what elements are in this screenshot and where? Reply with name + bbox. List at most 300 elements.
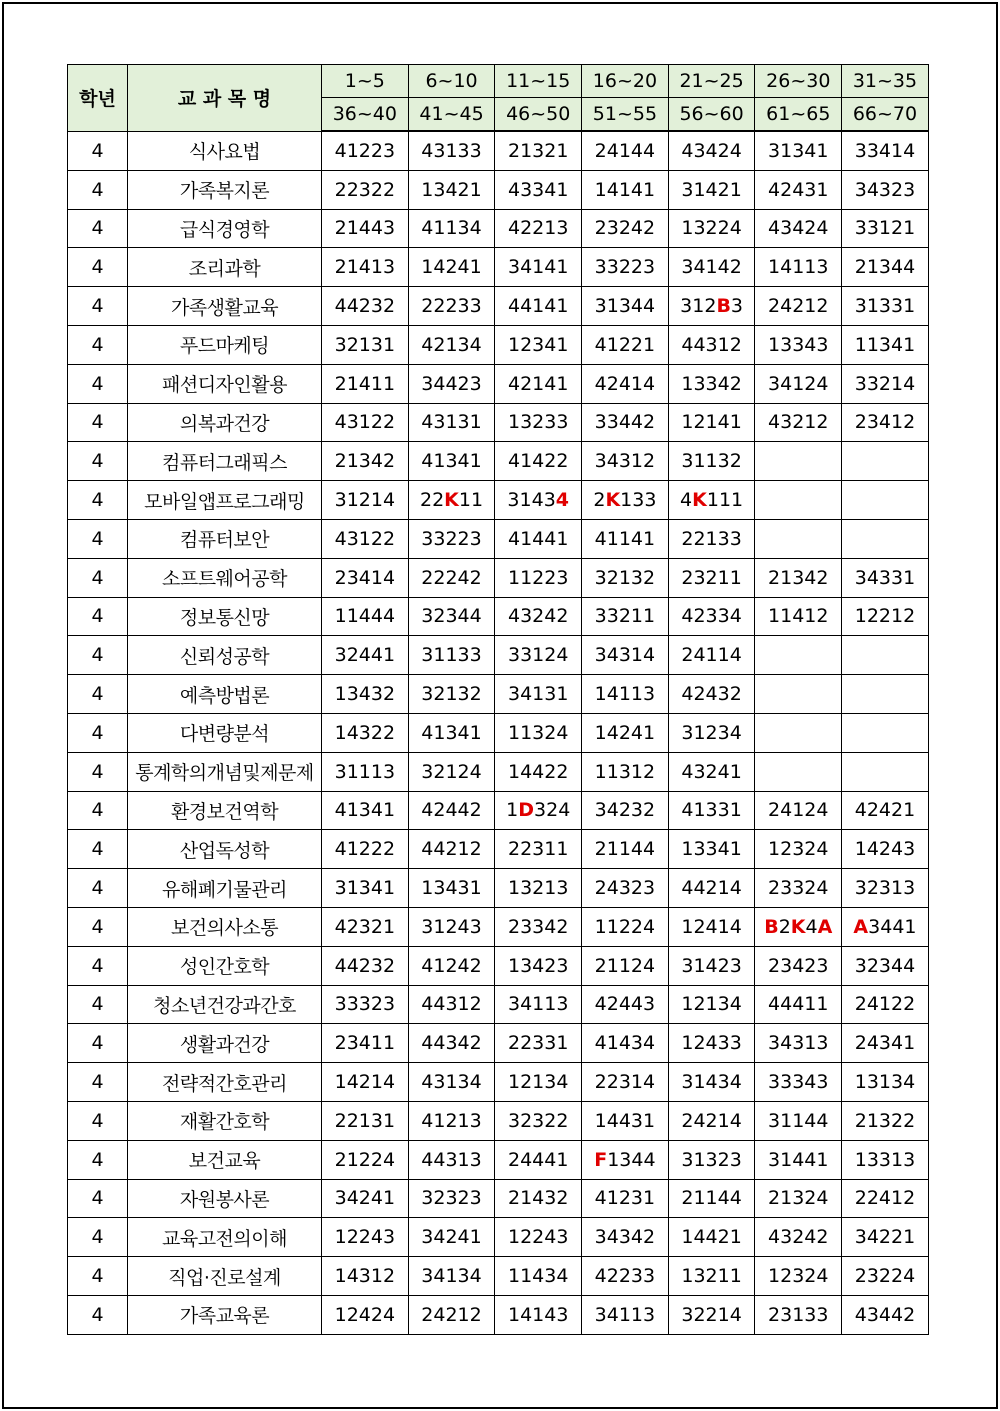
answer-cell: 21144 (668, 1179, 755, 1218)
table-row (68, 442, 929, 481)
table-row (68, 1101, 929, 1140)
answer-cell: 14431 (582, 1101, 669, 1140)
answer-cell: 31323 (668, 1140, 755, 1179)
answer-cell: 21342 (755, 558, 842, 597)
answer-cell: 34241 (408, 1218, 495, 1257)
answer-cell: 42321 (322, 907, 409, 946)
answer-cell: 43134 (408, 1063, 495, 1102)
answer-cell: 21344 (842, 248, 929, 287)
table-row (68, 985, 929, 1024)
answer-cell: 31434 (495, 481, 582, 520)
answer-cell: 42334 (668, 597, 755, 636)
answer-cell: 42141 (495, 364, 582, 403)
table-row (68, 287, 929, 326)
answer-cell: 41441 (495, 519, 582, 558)
table-row (68, 131, 929, 170)
answer-cell: 21124 (582, 946, 669, 985)
subject-cell: 보건교육 (128, 1140, 322, 1179)
answer-cell: 11434 (495, 1257, 582, 1296)
answer-cell: 31434 (668, 1063, 755, 1102)
answer-cell: 21324 (755, 1179, 842, 1218)
answer-cell: 32344 (842, 946, 929, 985)
grade-cell: 4 (68, 713, 128, 752)
answer-cell: 12243 (495, 1218, 582, 1257)
answer-cell: 14214 (322, 1063, 409, 1102)
answer-cell: 23324 (755, 869, 842, 908)
subject-cell: 통계학의개념및제문제 (128, 752, 322, 791)
answer-cell: 22K11 (408, 481, 495, 520)
answer-cell: 42432 (668, 675, 755, 714)
answer-cell: 44214 (668, 869, 755, 908)
grade-cell: 4 (68, 1295, 128, 1334)
answer-cell: 13224 (668, 209, 755, 248)
answer-cell: 13213 (495, 869, 582, 908)
answer-cell: 44342 (408, 1024, 495, 1063)
grade-cell: 4 (68, 403, 128, 442)
answer-cell: 31341 (755, 131, 842, 170)
answer-cell: 34131 (495, 675, 582, 714)
grade-cell: 4 (68, 946, 128, 985)
answer-cell: F1344 (582, 1140, 669, 1179)
answer-cell: 41331 (668, 791, 755, 830)
answer-cell: 14141 (582, 170, 669, 209)
answer-cell: 32214 (668, 1295, 755, 1334)
answer-cell (842, 519, 929, 558)
answer-cell: 42443 (582, 985, 669, 1024)
answer-cell: 14312 (322, 1257, 409, 1296)
answer-cell: 14113 (755, 248, 842, 287)
answer-cell: 31441 (755, 1140, 842, 1179)
grade-cell: 4 (68, 907, 128, 946)
answer-cell (842, 675, 929, 714)
answer-cell: 11324 (495, 713, 582, 752)
grade-cell: 4 (68, 364, 128, 403)
answer-cell: 22314 (582, 1063, 669, 1102)
answer-cell: 22133 (668, 519, 755, 558)
range-header: 26~30 (755, 65, 842, 98)
answer-cell: 12433 (668, 1024, 755, 1063)
range-header: 6~10 (408, 65, 495, 98)
answer-cell: 43212 (755, 403, 842, 442)
answer-cell: 14241 (582, 713, 669, 752)
grade-cell: 4 (68, 287, 128, 326)
answer-cell: 22131 (322, 1101, 409, 1140)
answer-cell: 12424 (322, 1295, 409, 1334)
answer-cell: 21342 (322, 442, 409, 481)
table-body (68, 131, 929, 1334)
answer-cell (755, 519, 842, 558)
answer-cell: 21144 (582, 830, 669, 869)
answer-key-table (67, 64, 929, 1335)
range-header: 1~5 (322, 65, 409, 98)
table-row (68, 1179, 929, 1218)
answer-cell: 31132 (668, 442, 755, 481)
table-row (68, 869, 929, 908)
answer-cell: 44313 (408, 1140, 495, 1179)
subject-cell: 신뢰성공학 (128, 636, 322, 675)
answer-cell: 12324 (755, 830, 842, 869)
answer-cell: 33223 (408, 519, 495, 558)
grade-cell: 4 (68, 869, 128, 908)
answer-cell: 43424 (668, 131, 755, 170)
subject-cell: 컴퓨터그래픽스 (128, 442, 322, 481)
answer-cell: 43122 (322, 519, 409, 558)
answer-cell: 12243 (322, 1218, 409, 1257)
grade-cell: 4 (68, 442, 128, 481)
answer-cell: 24323 (582, 869, 669, 908)
grade-cell: 4 (68, 1063, 128, 1102)
table-row (68, 364, 929, 403)
answer-cell: 43424 (755, 209, 842, 248)
answer-cell: 34423 (408, 364, 495, 403)
answer-cell: B2K4A (755, 907, 842, 946)
table-row (68, 1257, 929, 1296)
grade-cell: 4 (68, 985, 128, 1024)
answer-cell: 42414 (582, 364, 669, 403)
answer-cell: 32344 (408, 597, 495, 636)
subject-cell: 재활간호학 (128, 1101, 322, 1140)
table-row (68, 752, 929, 791)
answer-cell: 42431 (755, 170, 842, 209)
answer-cell: 24114 (668, 636, 755, 675)
table-row (68, 209, 929, 248)
answer-cell: 24214 (668, 1101, 755, 1140)
answer-cell: 31144 (755, 1101, 842, 1140)
answer-cell: 42421 (842, 791, 929, 830)
answer-cell: 34313 (755, 1024, 842, 1063)
subject-cell: 식사요법 (128, 131, 322, 170)
answer-cell: 32441 (322, 636, 409, 675)
answer-cell: 11224 (582, 907, 669, 946)
subject-cell: 조리과학 (128, 248, 322, 287)
subject-cell: 다변량분석 (128, 713, 322, 752)
answer-cell: 23211 (668, 558, 755, 597)
grade-cell: 4 (68, 675, 128, 714)
grade-cell: 4 (68, 1140, 128, 1179)
answer-cell: 21321 (495, 131, 582, 170)
subject-cell: 전략적간호관리 (128, 1063, 322, 1102)
grade-cell: 4 (68, 597, 128, 636)
answer-cell: 32313 (842, 869, 929, 908)
answer-cell: 22412 (842, 1179, 929, 1218)
answer-cell: 33323 (322, 985, 409, 1024)
table-row (68, 403, 929, 442)
table-row (68, 830, 929, 869)
answer-cell: 31423 (668, 946, 755, 985)
subject-cell: 예측방법론 (128, 675, 322, 714)
answer-cell: 34232 (582, 791, 669, 830)
subject-cell: 정보통신망 (128, 597, 322, 636)
subject-cell: 컴퓨터보안 (128, 519, 322, 558)
answer-cell: 14113 (582, 675, 669, 714)
answer-cell: 23412 (842, 403, 929, 442)
answer-cell: 43242 (755, 1218, 842, 1257)
grade-cell: 4 (68, 325, 128, 364)
table-row (68, 558, 929, 597)
table-row (68, 481, 929, 520)
answer-cell: 32124 (408, 752, 495, 791)
answer-cell: 13342 (668, 364, 755, 403)
answer-cell: 34113 (495, 985, 582, 1024)
answer-cell: 21322 (842, 1101, 929, 1140)
answer-cell: 41223 (322, 131, 409, 170)
table-row (68, 519, 929, 558)
answer-cell: 43122 (322, 403, 409, 442)
answer-cell (755, 481, 842, 520)
answer-cell: 24212 (408, 1295, 495, 1334)
subject-cell: 의복과건강 (128, 403, 322, 442)
grade-cell: 4 (68, 131, 128, 170)
grade-cell: 4 (68, 558, 128, 597)
answer-cell: 31234 (668, 713, 755, 752)
range-header: 16~20 (582, 65, 669, 98)
grade-cell: 4 (68, 791, 128, 830)
grade-cell: 4 (68, 636, 128, 675)
table-row (68, 325, 929, 364)
answer-cell: 33211 (582, 597, 669, 636)
answer-cell (842, 481, 929, 520)
table-row (68, 946, 929, 985)
answer-cell: 34124 (755, 364, 842, 403)
subject-cell: 소프트웨어공학 (128, 558, 322, 597)
answer-cell: 34331 (842, 558, 929, 597)
answer-cell: 32131 (322, 325, 409, 364)
subject-cell: 환경보건역학 (128, 791, 322, 830)
answer-cell: 33124 (495, 636, 582, 675)
range-header: 36~40 (322, 98, 409, 132)
answer-cell: 12324 (755, 1257, 842, 1296)
answer-cell: 33214 (842, 364, 929, 403)
answer-cell: 24212 (755, 287, 842, 326)
answer-cell: 12414 (668, 907, 755, 946)
answer-cell (755, 752, 842, 791)
answer-cell: 43442 (842, 1295, 929, 1334)
answer-cell: 34134 (408, 1257, 495, 1296)
range-header: 41~45 (408, 98, 495, 132)
subject-cell: 직업·진로설계 (128, 1257, 322, 1296)
answer-cell: 14143 (495, 1295, 582, 1334)
answer-cell: 32132 (408, 675, 495, 714)
grade-cell: 4 (68, 752, 128, 791)
answer-cell: 31113 (322, 752, 409, 791)
subject-cell: 보건의사소통 (128, 907, 322, 946)
answer-cell: 33442 (582, 403, 669, 442)
answer-cell: 14243 (842, 830, 929, 869)
answer-cell: 12134 (495, 1063, 582, 1102)
range-header: 46~50 (495, 98, 582, 132)
answer-cell: 22322 (322, 170, 409, 209)
answer-cell: 11312 (582, 752, 669, 791)
subject-cell: 푸드마케팅 (128, 325, 322, 364)
table-header (68, 65, 929, 132)
answer-cell: 22311 (495, 830, 582, 869)
answer-cell: 34312 (582, 442, 669, 481)
table-row (68, 791, 929, 830)
grade-cell: 4 (68, 1257, 128, 1296)
answer-cell: 23242 (582, 209, 669, 248)
table-row (68, 597, 929, 636)
table-row (68, 1063, 929, 1102)
answer-cell: 43242 (495, 597, 582, 636)
answer-cell: 43341 (495, 170, 582, 209)
subject-cell: 산업독성학 (128, 830, 322, 869)
range-header: 51~55 (582, 98, 669, 132)
answer-cell: 33343 (755, 1063, 842, 1102)
answer-cell: 12141 (668, 403, 755, 442)
range-header: 61~65 (755, 98, 842, 132)
answer-cell: 23411 (322, 1024, 409, 1063)
answer-cell: 24441 (495, 1140, 582, 1179)
answer-cell: 41231 (582, 1179, 669, 1218)
subject-cell: 모바일앱프로그래밍 (128, 481, 322, 520)
answer-cell: 34323 (842, 170, 929, 209)
subject-cell: 성인간호학 (128, 946, 322, 985)
grade-header: 학년 (68, 65, 128, 132)
table-row (68, 1140, 929, 1179)
answer-cell (755, 442, 842, 481)
subject-cell: 생활과건강 (128, 1024, 322, 1063)
answer-cell: 41222 (322, 830, 409, 869)
answer-cell: 24341 (842, 1024, 929, 1063)
answer-cell: 21224 (322, 1140, 409, 1179)
answer-cell: 23414 (322, 558, 409, 597)
subject-header: 교 과 목 명 (128, 65, 322, 132)
answer-cell: 44411 (755, 985, 842, 1024)
answer-cell: 43241 (668, 752, 755, 791)
answer-cell: 34241 (322, 1179, 409, 1218)
answer-cell: 41134 (408, 209, 495, 248)
answer-cell: 23423 (755, 946, 842, 985)
grade-cell: 4 (68, 519, 128, 558)
answer-cell: 24144 (582, 131, 669, 170)
answer-cell: 41434 (582, 1024, 669, 1063)
answer-cell: 21443 (322, 209, 409, 248)
table-row (68, 248, 929, 287)
subject-cell: 유해폐기물관리 (128, 869, 322, 908)
answer-cell: 11341 (842, 325, 929, 364)
range-header: 56~60 (668, 98, 755, 132)
answer-cell: 34342 (582, 1218, 669, 1257)
answer-cell: 23133 (755, 1295, 842, 1334)
answer-cell: 41213 (408, 1101, 495, 1140)
answer-cell: 24124 (755, 791, 842, 830)
answer-cell (842, 752, 929, 791)
subject-cell: 패션디자인활용 (128, 364, 322, 403)
answer-cell: 34221 (842, 1218, 929, 1257)
grade-cell: 4 (68, 170, 128, 209)
answer-cell: 42213 (495, 209, 582, 248)
answer-cell: 31243 (408, 907, 495, 946)
answer-cell: 24122 (842, 985, 929, 1024)
answer-cell: 34142 (668, 248, 755, 287)
answer-cell: 21413 (322, 248, 409, 287)
grade-cell: 4 (68, 481, 128, 520)
answer-cell: 32322 (495, 1101, 582, 1140)
answer-cell: 44212 (408, 830, 495, 869)
answer-cell: 34314 (582, 636, 669, 675)
grade-cell: 4 (68, 1101, 128, 1140)
subject-cell: 청소년건강과간호 (128, 985, 322, 1024)
answer-cell: 41242 (408, 946, 495, 985)
answer-cell: 23224 (842, 1257, 929, 1296)
answer-cell: 44312 (408, 985, 495, 1024)
answer-cell: 42134 (408, 325, 495, 364)
answer-cell (842, 636, 929, 675)
answer-cell: 41221 (582, 325, 669, 364)
answer-cell: 14241 (408, 248, 495, 287)
grade-cell: 4 (68, 1179, 128, 1218)
answer-cell (755, 713, 842, 752)
subject-cell: 급식경영학 (128, 209, 322, 248)
answer-cell: 31421 (668, 170, 755, 209)
answer-cell: 13343 (755, 325, 842, 364)
answer-cell: 22242 (408, 558, 495, 597)
answer-cell: 4K111 (668, 481, 755, 520)
answer-cell: 31133 (408, 636, 495, 675)
answer-cell: 41341 (408, 713, 495, 752)
range-header: 11~15 (495, 65, 582, 98)
table-row (68, 713, 929, 752)
answer-cell: 13134 (842, 1063, 929, 1102)
answer-cell: 41341 (408, 442, 495, 481)
answer-cell: 42233 (582, 1257, 669, 1296)
grade-cell: 4 (68, 1218, 128, 1257)
answer-cell: 44141 (495, 287, 582, 326)
answer-cell (842, 713, 929, 752)
grade-cell: 4 (68, 248, 128, 287)
answer-cell (755, 636, 842, 675)
answer-cell: 21411 (322, 364, 409, 403)
answer-cell: 43131 (408, 403, 495, 442)
answer-cell: 23342 (495, 907, 582, 946)
answer-cell: 41341 (322, 791, 409, 830)
subject-cell: 교육고전의이해 (128, 1218, 322, 1257)
answer-cell: 11444 (322, 597, 409, 636)
answer-cell: 42442 (408, 791, 495, 830)
answer-cell: 44232 (322, 946, 409, 985)
subject-cell: 가족복지론 (128, 170, 322, 209)
answer-cell: 31331 (842, 287, 929, 326)
table-row (68, 1024, 929, 1063)
table-row (68, 907, 929, 946)
range-header: 31~35 (842, 65, 929, 98)
answer-cell: 44312 (668, 325, 755, 364)
answer-cell: 13431 (408, 869, 495, 908)
range-header: 21~25 (668, 65, 755, 98)
grade-cell: 4 (68, 209, 128, 248)
answer-cell: 31344 (582, 287, 669, 326)
answer-cell: 44232 (322, 287, 409, 326)
answer-cell: 11412 (755, 597, 842, 636)
answer-cell: 31341 (322, 869, 409, 908)
answer-cell: 12212 (842, 597, 929, 636)
grade-cell: 4 (68, 1024, 128, 1063)
answer-cell: 14322 (322, 713, 409, 752)
answer-cell: A3441 (842, 907, 929, 946)
table-row (68, 636, 929, 675)
answer-cell: 13211 (668, 1257, 755, 1296)
answer-cell: 13423 (495, 946, 582, 985)
answer-cell: 34113 (582, 1295, 669, 1334)
answer-cell (842, 442, 929, 481)
answer-cell: 1D324 (495, 791, 582, 830)
answer-cell (755, 675, 842, 714)
answer-cell: 33414 (842, 131, 929, 170)
answer-cell: 32132 (582, 558, 669, 597)
answer-cell: 13421 (408, 170, 495, 209)
subject-cell: 자원봉사론 (128, 1179, 322, 1218)
table-row (68, 1295, 929, 1334)
